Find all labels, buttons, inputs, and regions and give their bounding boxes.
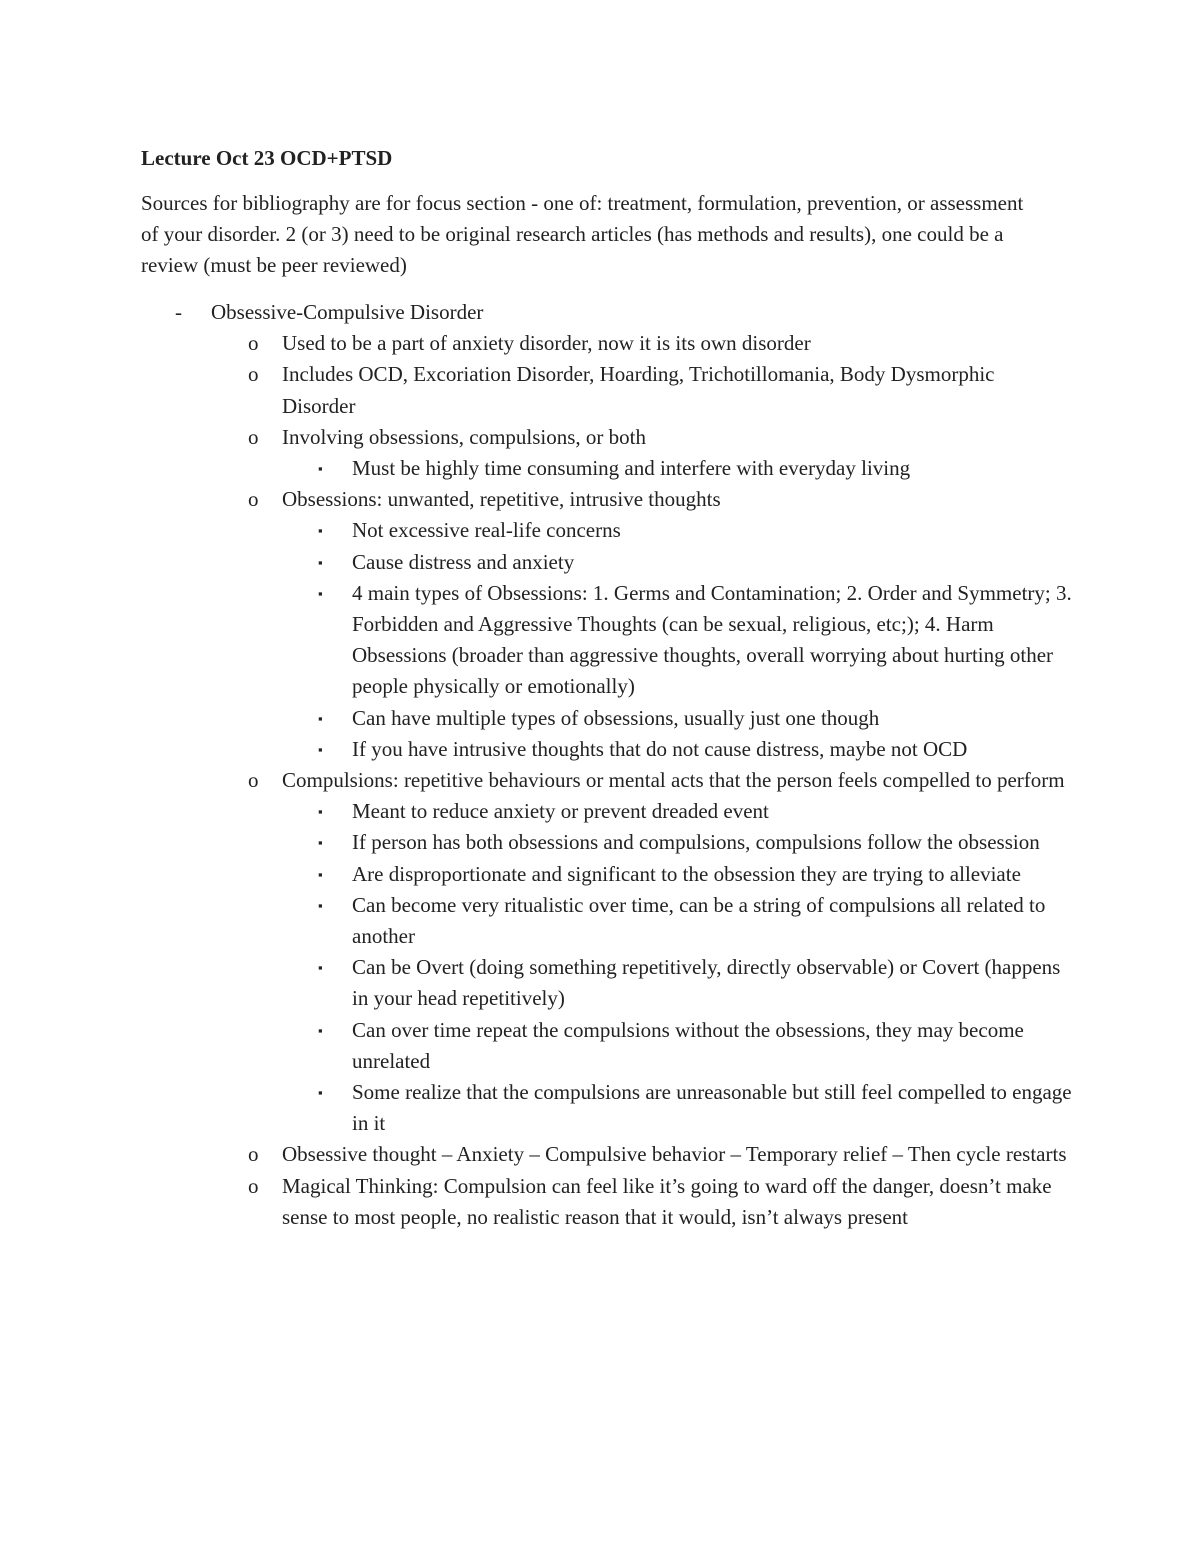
outline-item-text: Involving obsessions, compulsions, or both (282, 424, 647, 449)
square-bullet-icon: ▪ (318, 1022, 323, 1038)
square-bullet-icon: ▪ (318, 741, 323, 757)
circle-bullet-icon: o (248, 1173, 259, 1198)
outline-item-level-2 (0, 484, 1200, 515)
outline-item-text: Can have multiple types of obsessions, usually just one though (352, 705, 880, 730)
outline-item-level-3 (0, 1077, 1200, 1139)
outline-item-text: Meant to reduce anxiety or prevent dreaded event (352, 799, 769, 824)
outline-item-level-2 (0, 1171, 1200, 1233)
outline-item-level-3 (0, 453, 1200, 484)
outline-item-text: Magical Thinking: Compulsion can feel like it’s going to ward off the danger, doesn’t make sense to most people, no realistic reason that it would, isn’t always present (282, 1173, 1052, 1229)
outline-item-text: Used to be a part of anxiety disorder, now it is its own disorder (282, 331, 811, 356)
outline-item-text: Can over time repeat the compulsions without the obsessions, they may become unrelated (352, 1017, 1024, 1073)
outline-item-text: Are disproportionate and significant to the obsession they are trying to alleviate (352, 861, 1021, 886)
outline-item-level-1 (0, 297, 1200, 328)
outline-item-text: Not excessive real-life concerns (352, 518, 621, 543)
square-bullet-icon: ▪ (318, 554, 323, 570)
page-title: Lecture Oct 23 OCD+PTSD (141, 146, 393, 170)
dash-bullet-icon: - (175, 300, 182, 324)
square-bullet-icon: ▪ (318, 835, 323, 851)
outline-item-text: Includes OCD, Excoriation Disorder, Hoarding, Trichotillomania, Body Dysmorphic Disorder (282, 362, 995, 418)
outline-item-text: Some realize that the compulsions are unreasonable but still feel compelled to engage in it (352, 1080, 1072, 1136)
outline-item-level-3 (0, 796, 1200, 827)
outline-item-level-2 (0, 1139, 1200, 1170)
square-bullet-icon: ▪ (318, 1085, 323, 1101)
square-bullet-icon: ▪ (318, 585, 323, 601)
outline-item-text: Can become very ritualistic over time, can be a string of compulsions all related to another (352, 892, 1046, 949)
outline-item-text: 4 main types of Obsessions: 1. Germs and Contamination; 2. Order and Symmetry; 3. Forbidden and Aggressive Thoughts (can be sexual, religious, etc;); 4. Harm Obsessions (broader than aggressive thoughts, overall worrying about hurting other people physically or emotionally) (352, 580, 1072, 699)
outline-item-level-3 (0, 1015, 1200, 1077)
intro-paragraph: Sources for bibliography are for focus section - one of: treatment, formulation, prevention, or assessment of your disorder. 2 (or 3) need to be original research articles (has methods and results), one could be a review (must be peer reviewed) (141, 191, 1024, 278)
outline-item-level-3 (0, 827, 1200, 858)
outline-item-level-3 (0, 890, 1200, 952)
circle-bullet-icon: o (248, 424, 259, 449)
outline-item-text: Obsessive thought – Anxiety – Compulsive behavior – Temporary relief – Then cycle restarts (282, 1142, 1067, 1167)
outline-item-level-2 (0, 328, 1200, 359)
outline-list (0, 297, 1200, 1233)
circle-bullet-icon: o (248, 1142, 259, 1167)
outline-item-level-3 (0, 952, 1200, 1014)
square-bullet-icon: ▪ (318, 710, 323, 726)
outline-item-level-2 (0, 359, 1200, 421)
square-bullet-icon: ▪ (318, 461, 323, 477)
circle-bullet-icon: o (248, 331, 259, 356)
circle-bullet-icon: o (248, 768, 259, 793)
square-bullet-icon: ▪ (318, 804, 323, 820)
circle-bullet-icon: o (248, 487, 259, 512)
outline-item-level-3 (0, 859, 1200, 890)
outline-item-text: Cause distress and anxiety (352, 549, 575, 574)
circle-bullet-icon: o (248, 362, 259, 387)
outline-item-text: If person has both obsessions and compulsions, compulsions follow the obsession (352, 830, 1040, 855)
square-bullet-icon: ▪ (318, 523, 323, 539)
outline-item-level-2 (0, 765, 1200, 796)
square-bullet-icon: ▪ (318, 897, 323, 913)
outline-item-level-3 (0, 703, 1200, 734)
outline-item-text: Must be highly time consuming and interfere with everyday living (352, 456, 911, 481)
outline-item-level-3 (0, 578, 1200, 703)
square-bullet-icon: ▪ (318, 866, 323, 882)
outline-item-level-3 (0, 547, 1200, 578)
outline-item-text: Compulsions: repetitive behaviours or mental acts that the person feels compelled to perform (282, 768, 1065, 793)
outline-item-level-2 (0, 422, 1200, 453)
outline-item-text: Obsessions: unwanted, repetitive, intrusive thoughts (282, 487, 721, 512)
outline-item-level-3 (0, 734, 1200, 765)
square-bullet-icon: ▪ (318, 960, 323, 976)
outline-item-level-3 (0, 515, 1200, 546)
outline-item-text: Can be Overt (doing something repetitively, directly observable) or Covert (happens in your head repetitively) (352, 955, 1061, 1011)
outline-item-text: If you have intrusive thoughts that do not cause distress, maybe not OCD (352, 736, 968, 761)
outline-item-text: Obsessive-Compulsive Disorder (211, 300, 484, 324)
